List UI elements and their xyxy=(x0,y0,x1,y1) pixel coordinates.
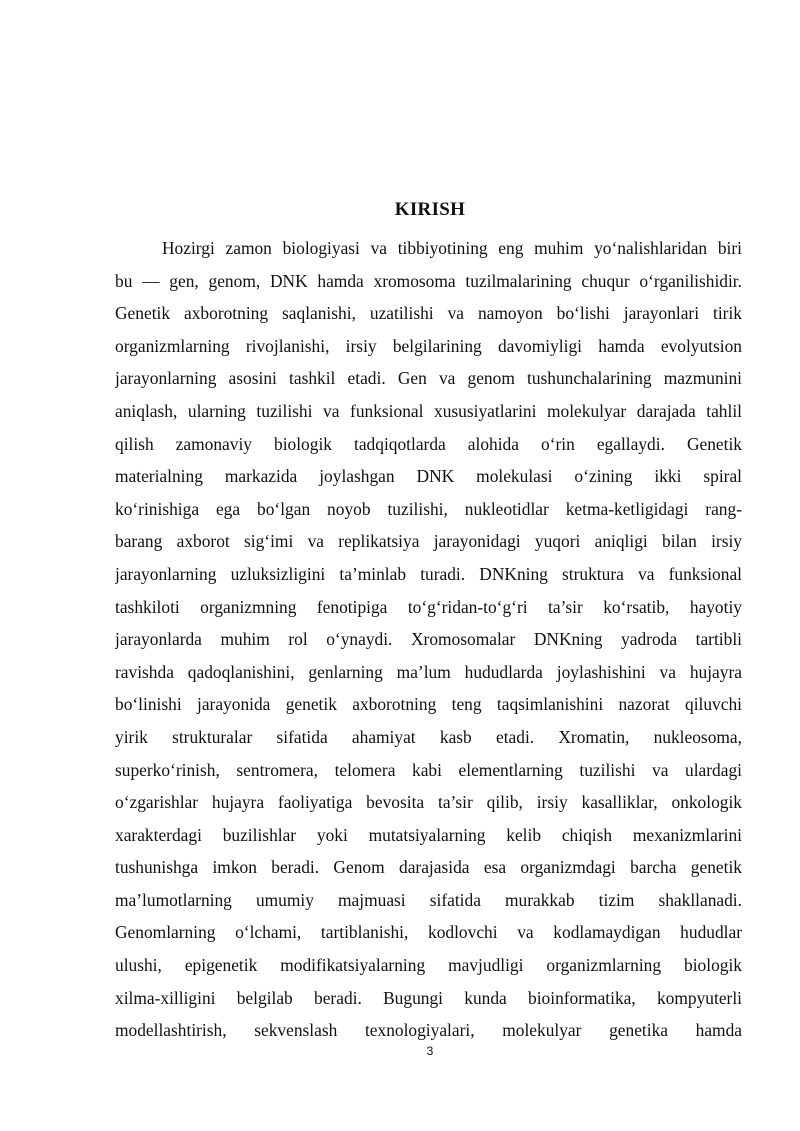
text-line: jarayonlarda muhim rol o‘ynaydi. Xromosomalar DNKning yadroda tartibli xyxy=(115,629,742,650)
text-line: tushunishga imkon beradi. Genom darajasida esa organizmdagi barcha genetik xyxy=(115,857,742,878)
text-line: Hozirgi zamon biologiyasi va tibbiyotining eng muhim yo‘nalishlaridan biri xyxy=(162,238,742,258)
text-line: ravishda qadoqlanishini, genlarning ma’lum hududlarda joylashishini va hujayra xyxy=(115,661,742,682)
text-line: Genomlarning o‘lchami, tartiblanishi, kodlovchi va kodlamaydigan hududlar xyxy=(115,922,742,943)
text-line: xilma-xilligini belgilab beradi. Bugungi kunda bioinformatika, kompyuterli xyxy=(115,987,742,1008)
text-line: superko‘rinish, sentromera, telomera kabi elementlarning tuzilishi va ulardagi xyxy=(115,759,742,780)
text-line: ma’lumotlarning umumiy majmuasi sifatida murakkab tizim shakllanadi. xyxy=(115,889,742,910)
page-number: 3 xyxy=(426,1044,434,1058)
text-line: bo‘linishi jarayonida genetik axborotning teng taqsimlanishini nazorat qiluvchi xyxy=(115,694,742,715)
text-line: bu — gen, genom, DNK hamda xromosoma tuzilmalarining chuqur o‘rganilishidir. xyxy=(115,270,742,291)
section-heading: KIRISH xyxy=(394,199,466,220)
text-line: qilish zamonaviy biologik tadqiqotlarda alohida o‘rin egallaydi. Genetik xyxy=(115,433,742,454)
text-line: o‘zgarishlar hujayra faoliyatiga bevosita ta’sir qilib, irsiy kasalliklar, onkologik xyxy=(115,792,742,813)
text-line: yirik strukturalar sifatida ahamiyat kasb etadi. Xromatin, nukleosoma, xyxy=(115,726,742,747)
text-line: jarayonlarning uzluksizligini ta’minlab turadi. DNKning struktura va funksional xyxy=(115,563,742,584)
text-line: modellashtirish, sekvenslash texnologiyalari, molekulyar genetika hamda xyxy=(115,1020,742,1041)
body-paragraph xyxy=(115,232,742,1047)
text-line: ko‘rinishiga ega bo‘lgan noyob tuzilishi, nukleotidlar ketma-ketligidagi rang- xyxy=(115,498,742,519)
text-line: jarayonlarning asosini tashkil etadi. Gen va genom tushunchalarining mazmunini xyxy=(115,368,742,389)
text-line: xarakterdagi buzilishlar yoki mutatsiyalarning kelib chiqish mexanizmlarini xyxy=(115,824,742,845)
text-line: aniqlash, ularning tuzilishi va funksional xususiyatlarini molekulyar darajada tahlil xyxy=(115,400,742,421)
text-line: Genetik axborotning saqlanishi, uzatilishi va namoyon bo‘lishi jarayonlari tirik xyxy=(115,303,742,324)
text-line: materialning markazida joylashgan DNK molekulasi o‘zining ikki spiral xyxy=(115,466,742,487)
text-line: organizmlarning rivojlanishi, irsiy belgilarining davomiyligi hamda evolyutsion xyxy=(115,335,742,356)
text-line: barang axborot sig‘imi va replikatsiya jarayonidagi yuqori aniqligi bilan irsiy xyxy=(115,531,742,552)
text-line: tashkiloti organizmning fenotipiga to‘g‘ridan-to‘g‘ri ta’sir ko‘rsatib, hayotiy xyxy=(115,596,742,617)
text-line: ulushi, epigenetik modifikatsiyalarning mavjudligi organizmlarning biologik xyxy=(115,955,742,976)
